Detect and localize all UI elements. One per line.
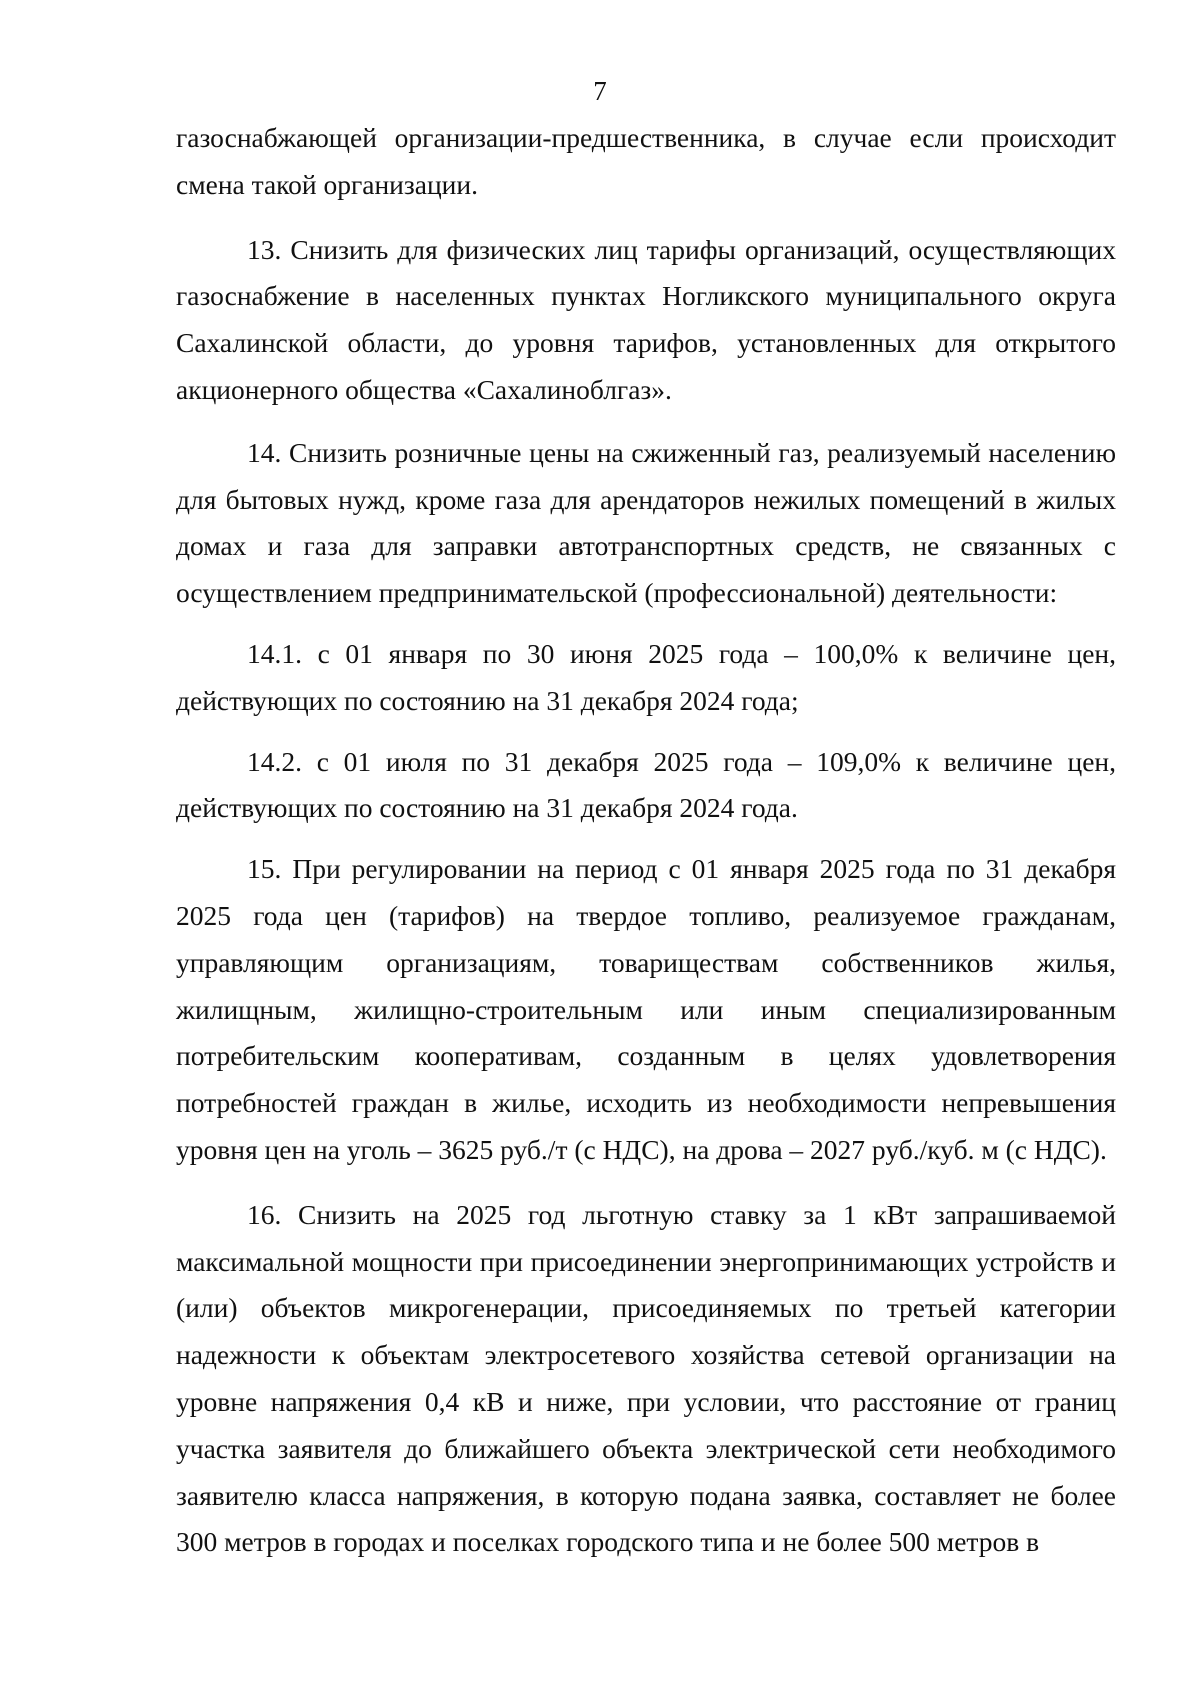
paragraph-item-15: 15. При регулировании на период с 01 января 2025 года по 31 декабря 2025 года цен (тарифов) на твердое топливо, реализуемое гражданам, управляющим организациям, товариществам собственников жилья, жилищным, жилищно-строительным или иным специализированным потребительским кооперативам, созданным в целях удовлетворения потребностей граждан в жилье, исходить из необходимости непревышения уровня цен на уголь – 3625 руб./т (с НДС), на дрова – 2027 руб./куб. м (с НДС).	[176, 853, 1116, 1165]
document-body	[176, 115, 1116, 1566]
paragraph-item-16: 16. Снизить на 2025 год льготную ставку за 1 кВт запрашиваемой максимальной мощности при присоединении энергопринимающих устройств и (или) объектов микрогенерации, присоединяемых по третьей категории надежности к объектам электросетевого хозяйства сетевой организации на уровне напряжения 0,4 кВ и ниже, при условии, что расстояние от границ участка заявителя до ближайшего объекта электрической сети необходимого заявителю класса напряжения, в которую подана заявка, составляет не более 300 метров в городах и поселках городского типа и не более 500 метров в	[176, 1198, 1116, 1558]
paragraph-item-13: 13. Снизить для физических лиц тарифы организаций, осуществляющих газоснабжение в населенных пунктах Ногликского муниципального округа Сахалинской области, до уровня тарифов, установленных для открытого акционерного общества «Сахалиноблгаз».	[176, 233, 1116, 405]
page-number: 7	[593, 76, 607, 106]
paragraph-continuation: газоснабжающей организации-предшественника, в случае если происходит смена такой организации.	[176, 122, 1116, 200]
paragraph-item-14-2: 14.2. с 01 июля по 31 декабря 2025 года – 109,0% к величине цен, действующих по состоянию на 31 декабря 2024 года.	[176, 745, 1116, 824]
paragraph-item-14-1: 14.1. с 01 января по 30 июня 2025 года – 100,0% к величине цен, действующих по состоянию на 31 декабря 2024 года;	[176, 637, 1116, 716]
paragraph-item-14: 14. Снизить розничные цены на сжиженный газ, реализуемый населению для бытовых нужд, кроме газа для арендаторов нежилых помещений в жилых домах и газа для заправки автотранспортных средств, не связанных с осуществлением предпринимательской (профессиональной) деятельности:	[176, 436, 1116, 609]
